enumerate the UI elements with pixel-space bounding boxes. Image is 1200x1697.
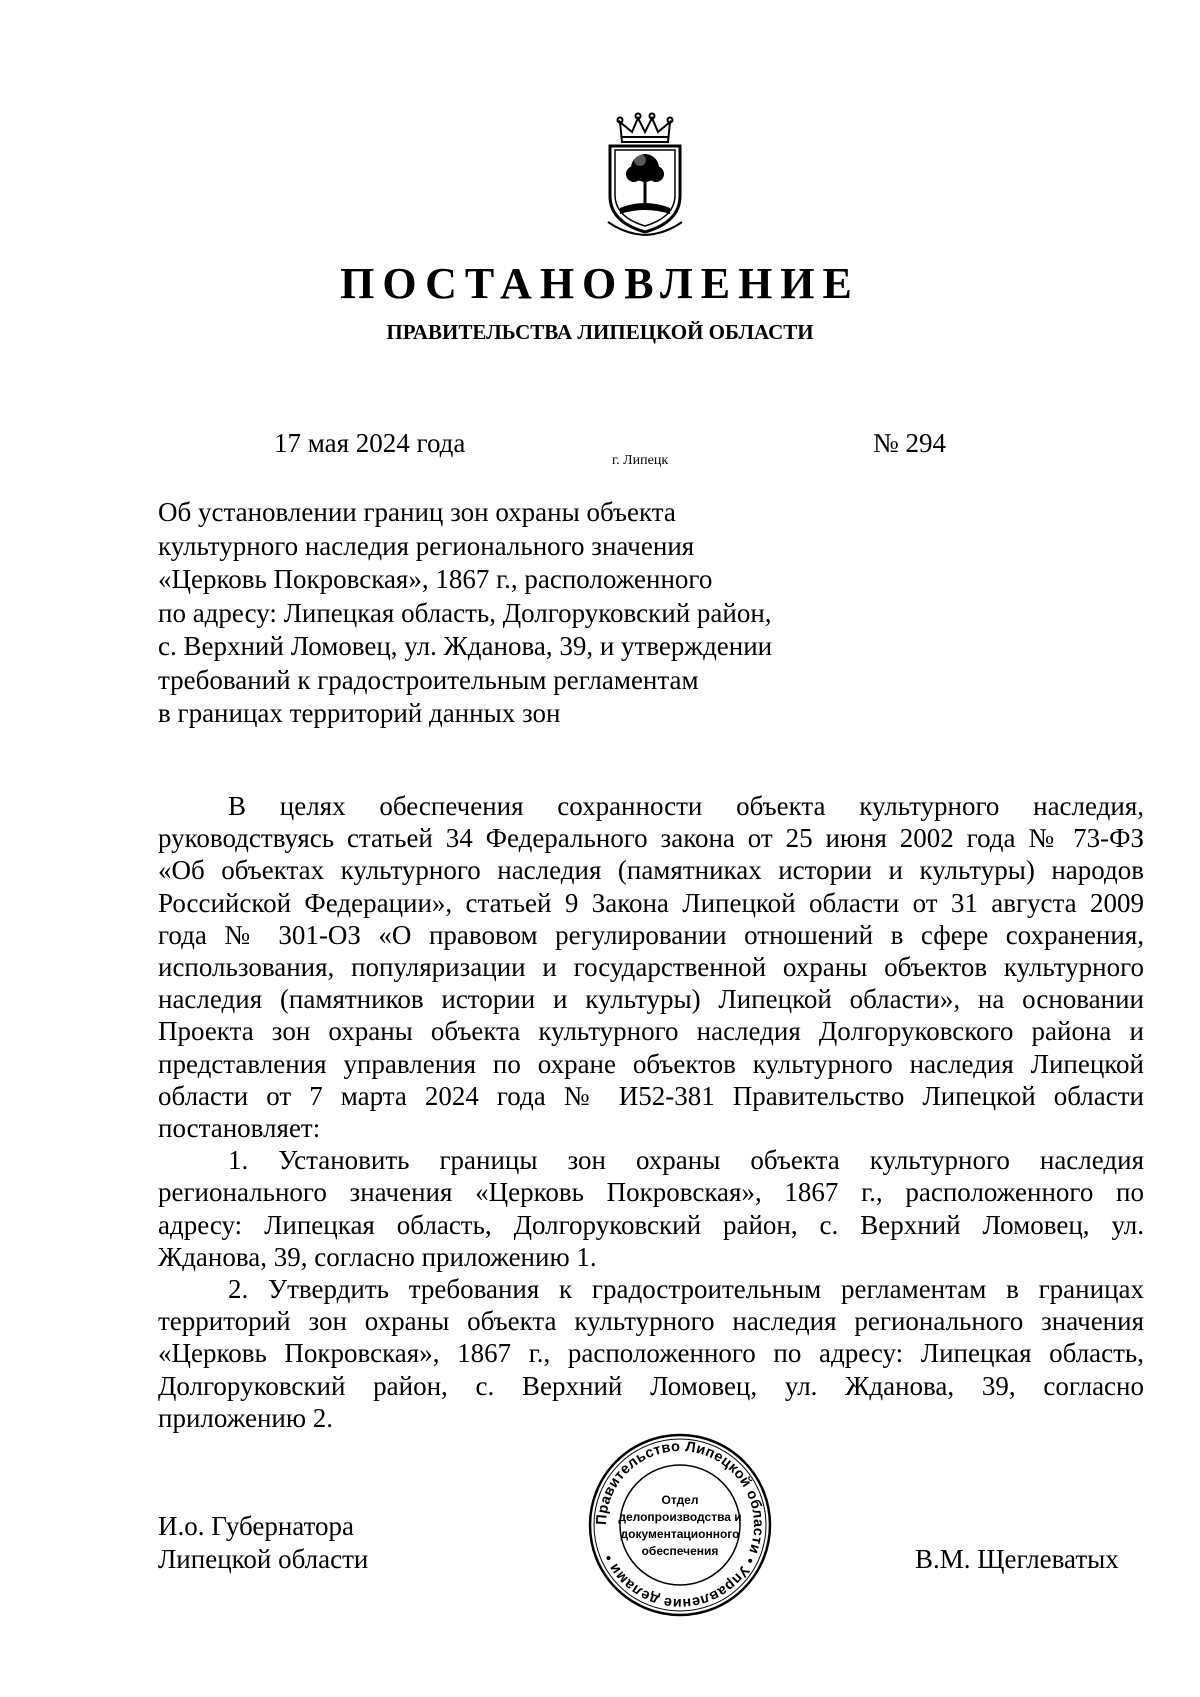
document-title: ПОСТАНОВЛЕНИЕ: [340, 259, 860, 308]
subject-line: требований к градостроительным регламентам: [158, 664, 699, 695]
preamble-line: руководствуясь статьей 34 Федерального закона от 25 июня 2002 года № 73-ФЗ: [158, 823, 1144, 854]
subject-line: «Церковь Покровская», 1867 г., расположенного: [158, 564, 713, 594]
preamble-line: использования, популяризации и государственной охраны объектов культурного: [158, 952, 1144, 983]
preamble-line: наследия (памятников истории и культуры) Липецкой области», на основании: [158, 984, 1144, 1015]
official-stamp-icon: [587, 1432, 773, 1618]
signatory-position: [158, 1510, 368, 1576]
item2-line: территорий зон охраны объекта культурного наследия регионального значения: [158, 1306, 1144, 1337]
item1-line: Жданова, 39, согласно приложению 1.: [158, 1241, 597, 1272]
preamble-line: постановляет:: [158, 1113, 321, 1144]
item1-line: регионального значения «Церковь Покровская», 1867 г., расположенного по: [158, 1177, 1144, 1208]
document-body: [158, 790, 1144, 1434]
preamble-line: года № 301-ОЗ «О правовом регулировании отношений в сфере сохранения,: [158, 919, 1144, 950]
subject-line: с. Верхний Ломовец, ул. Жданова, 39, и утверждении: [158, 631, 773, 661]
preamble-line: Проекта зон охраны объекта культурного наследия Долгоруковского района и: [158, 1016, 1144, 1047]
subject-line: по адресу: Липецкая область, Долгоруковский район,: [158, 597, 772, 628]
stamp-center-line: Отдел: [661, 1493, 699, 1507]
stamp-center-line: обеспечения: [641, 1544, 719, 1558]
subject-line: в границах территорий данных зон: [158, 698, 561, 728]
stamp-center-line: делопроизводства и: [618, 1510, 742, 1524]
item2-line: «Церковь Покровская», 1867 г., расположенного по адресу: Липецкая область,: [158, 1338, 1144, 1369]
coat-of-arms-icon: [600, 112, 690, 237]
item2-line: 2. Утвердить требования к градостроительным регламентам в границах: [228, 1274, 1144, 1305]
document-subtitle: ПРАВИТЕЛЬСТВА ЛИПЕЦКОЙ ОБЛАСТИ: [386, 320, 814, 344]
item2-line: Долгоруковский район, с. Верхний Ломовец, ул. Жданова, 39, согласно: [158, 1370, 1144, 1401]
item1-line: адресу: Липецкая область, Долгоруковский район, с. Верхний Ломовец, ул.: [158, 1209, 1144, 1240]
preamble-line: В целях обеспечения сохранности объекта культурного наследия,: [228, 791, 1144, 821]
stamp-center-line: документационного: [620, 1527, 740, 1541]
subject-line: Об установлении границ зон охраны объекта: [158, 497, 676, 527]
document-date: 17 мая 2024 года: [274, 428, 466, 458]
preamble-line: Российской Федерации», статьей 9 Закона Липецкой области от 31 августа 2009: [158, 887, 1144, 918]
document-number: № 294: [873, 428, 947, 458]
item1-line: 1. Установить границы зон охраны объекта культурного наследия: [228, 1145, 1144, 1176]
subject-line: культурного наследия регионального значения: [158, 530, 695, 561]
stamp-ring-text: Правительство Липецкой области • Управление делами •: [593, 1438, 767, 1612]
item2-line: приложению 2.: [158, 1402, 334, 1433]
signatory-position-line: Липецкой области: [158, 1544, 369, 1574]
document-subject: [158, 496, 772, 731]
preamble-line: представления управления по охране объектов культурного наследия Липецкой: [158, 1048, 1144, 1079]
preamble-line: области от 7 марта 2024 года № И52-381 Правительство Липецкой области: [158, 1080, 1144, 1111]
preamble-line: «Об объектах культурного наследия (памятниках истории и культуры) народов: [158, 855, 1144, 886]
document-city: г. Липецк: [612, 453, 669, 468]
signatory-name: В.М. Щеглеватых: [915, 1544, 1119, 1574]
signatory-position-line: И.о. Губернатора: [158, 1511, 355, 1541]
